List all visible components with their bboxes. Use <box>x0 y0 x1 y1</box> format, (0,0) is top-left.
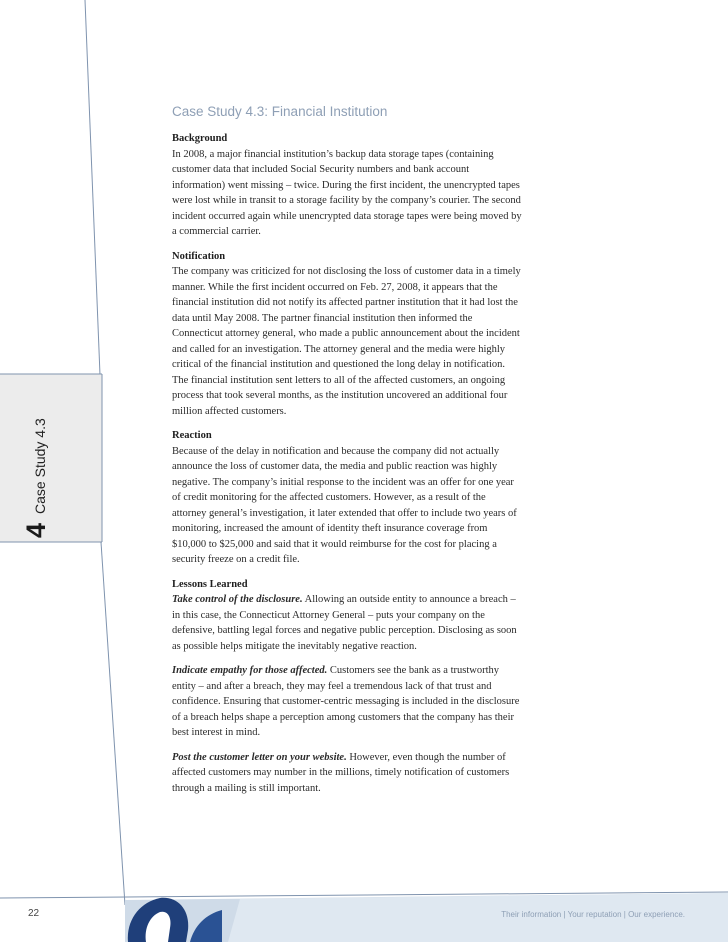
section-heading: Lessons Learned <box>172 578 248 590</box>
vertical-rule-line <box>85 0 101 400</box>
section-reaction <box>172 428 522 568</box>
paragraph: Take control of the disclosure. Allowing an outside entity to announce a breach – in this case, the Connecticut Attorney General – puts your company on the defensive, battling legal forces and negative public perception. Disclosing as soon as possible helps mitigate the inevitably negative reaction. <box>172 594 517 652</box>
vertical-rule-line-lower <box>101 542 125 905</box>
paragraph: Indicate empathy for those affected. Customers see the bank as a trustworthy entity – and after a breach, they may feel a tremendous lack of that trust and confidence. Ensuring that customer-centric messaging is included in the disclosure of a breach helps shape a perception among customers that the company has their best interest in mind. <box>172 665 520 738</box>
page-number: 22 <box>28 908 40 919</box>
paragraph: The company was criticized for not disclosing the loss of customer data in a timely manner. While the first incident occurred on Feb. 27, 2008, it appears that the financial institution did not notify its affected partner institution that it had lost the data until May 2008. The partner financial institution then informed the Connecticut attorney general, who made a public announcement about the incident and called for an investigation. The attorney general and the media were highly critical of the financial institution and questioned the long delay in notification. The financial institution sent letters to all of the affected customers, an ongoing process that took several months, as the institution uncovered an additional four million affected customers. <box>172 266 521 417</box>
section-lessons-learned <box>172 577 522 797</box>
paragraph: Post the customer letter on your website. However, even though the number of affected customers may number in the millions, timely notification of customers through a mailing is still important. <box>172 751 510 794</box>
paragraph: In 2008, a major financial institution’s backup data storage tapes (containing customer data that included Social Security numbers and bank account information) went missing – twice. During the first incident, the unencrypted tapes were lost while in transit to a storage facility by the company’s courier. The second incident occurred again while unencrypted data storage tapes were being moved by a commercial carrier. <box>172 148 522 237</box>
section-heading: Reaction <box>172 430 212 441</box>
section-background <box>172 131 522 240</box>
footer-tagline: Their information | Your reputation | Our experience. <box>501 910 685 919</box>
chapter-label: Case Study 4.3 <box>32 418 48 514</box>
section-notification <box>172 249 522 420</box>
side-tab-label-group <box>21 338 57 538</box>
paragraph: Because of the delay in notification and because the company did not actually announce the loss of customer data, the media and public reaction was highly negative. The company’s initial response to the incident was an offer for one year of credit monitoring for the affected customers. However, as a result of the attorney general’s investigation, it later extended that offer to include two years of monitoring, increased the amount of identity theft insurance coverage from $10,000 to $25,000 and said that it would reimburse for the cost for placing a security freeze on a credit file. <box>172 445 517 565</box>
section-heading: Notification <box>172 250 226 262</box>
chapter-number: 4 <box>21 522 51 538</box>
section-heading: Background <box>172 133 228 144</box>
page-title: Case Study 4.3: Financial Institution <box>172 104 388 119</box>
main-content <box>172 104 522 805</box>
